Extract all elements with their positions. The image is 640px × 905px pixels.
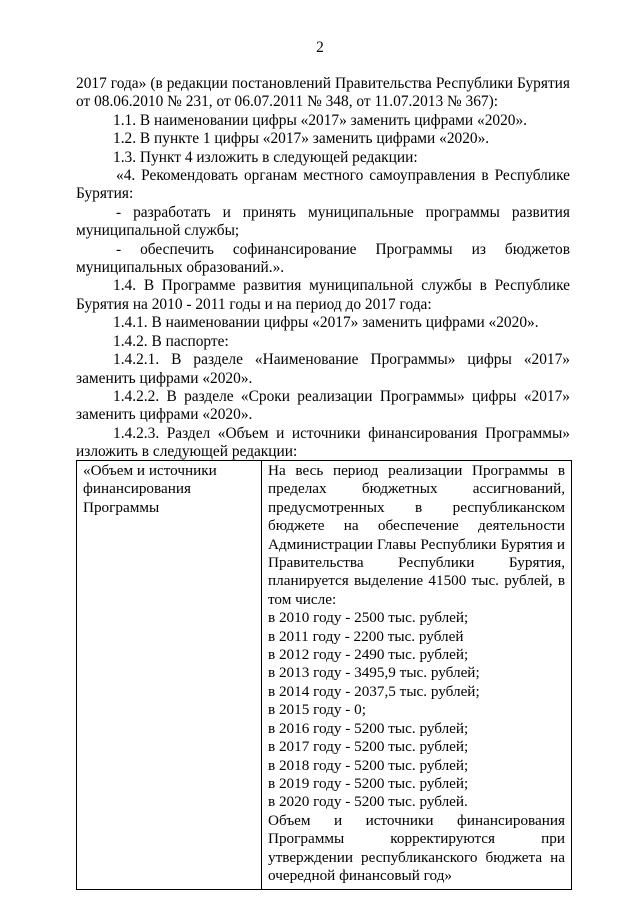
paragraph: «4. Рекомендовать органам местного самоуправления в Республике Бурятия:	[76, 167, 570, 203]
page-number: 2	[316, 39, 324, 56]
year-line: в 2019 году - 5200 тыс. рублей;	[268, 774, 469, 792]
year-line: в 2015 году - 0;	[268, 701, 366, 719]
year-line: в 2010 году - 2500 тыс. рублей;	[268, 609, 469, 627]
paragraph: 1.1. В наименовании цифры «2017» заменить цифрами «2020».	[113, 111, 528, 129]
paragraph: 1.4.1. В наименовании цифры «2017» заменить цифрами «2020».	[113, 314, 539, 332]
table-value-cell	[262, 461, 572, 890]
year-line: в 2013 году - 3495,9 тыс. рублей;	[268, 664, 480, 682]
paragraph: 2017 года» (в редакции постановлений Правительства Республики Бурятия от 08.06.2010 № 231, от 06.07.2011 № 348, от 11.07.2013 № 367):	[76, 75, 570, 111]
paragraph: 1.4.2. В паспорте:	[113, 332, 229, 350]
paragraph: 1.4.2.1. В разделе «Наименование Программы» цифры «2017» заменить цифрами «2020».	[76, 351, 570, 387]
year-line: в 2017 году - 5200 тыс. рублей;	[268, 738, 469, 756]
year-line: в 2016 году - 5200 тыс. рублей;	[268, 719, 469, 737]
paragraph: 1.4.2.3. Раздел «Объем и источники финансирования Программы» изложить в следующей редакции:	[76, 424, 570, 461]
paragraph: - обеспечить софинансирование Программы из бюджетов муниципальных образований.».	[76, 240, 570, 277]
paragraph: 1.4. В Программе развития муниципальной службы в Республике Бурятия на 2010 - 2011 годы и на период до 2017 года:	[76, 277, 570, 313]
financing-table	[76, 460, 572, 890]
year-line: в 2011 году - 2200 тыс. рублей	[268, 627, 464, 645]
year-line: в 2018 году - 5200 тыс. рублей;	[268, 756, 469, 774]
document-body	[76, 75, 570, 462]
paragraph: 1.3. Пункт 4 изложить в следующей редакции:	[113, 148, 418, 166]
paragraph: 1.2. В пункте 1 цифры «2017» заменить цифрами «2020».	[113, 130, 490, 148]
year-line: в 2014 году - 2037,5 тыс. рублей;	[268, 682, 480, 700]
table-row	[77, 461, 572, 890]
financing-closing: Объем и источники финансирования Программы корректируются при утверждении республиканского бюджета на очередной финансовый год»	[268, 811, 565, 884]
paragraph: - разработать и принять муниципальные программы развития муниципальной службы;	[76, 203, 570, 240]
table-label-cell: «Объем и источники финансирования Программы	[77, 461, 262, 890]
paragraph: 1.4.2.2. В разделе «Сроки реализации Программы» цифры «2017» заменить цифрами «2020».	[76, 387, 570, 424]
financing-intro: На весь период реализации Программы в пределах бюджетных ассигнований, предусмотренных в республиканском бюджете на обеспечение деятельности Администрации Главы Республики Бурятия и Правительства Республики Бурятия, планируется выделение 41500 тыс. рублей, в том числе:	[268, 462, 565, 608]
year-line: в 2012 году - 2490 тыс. рублей;	[268, 646, 469, 664]
year-line: в 2020 году - 5200 тыс. рублей.	[268, 793, 468, 811]
